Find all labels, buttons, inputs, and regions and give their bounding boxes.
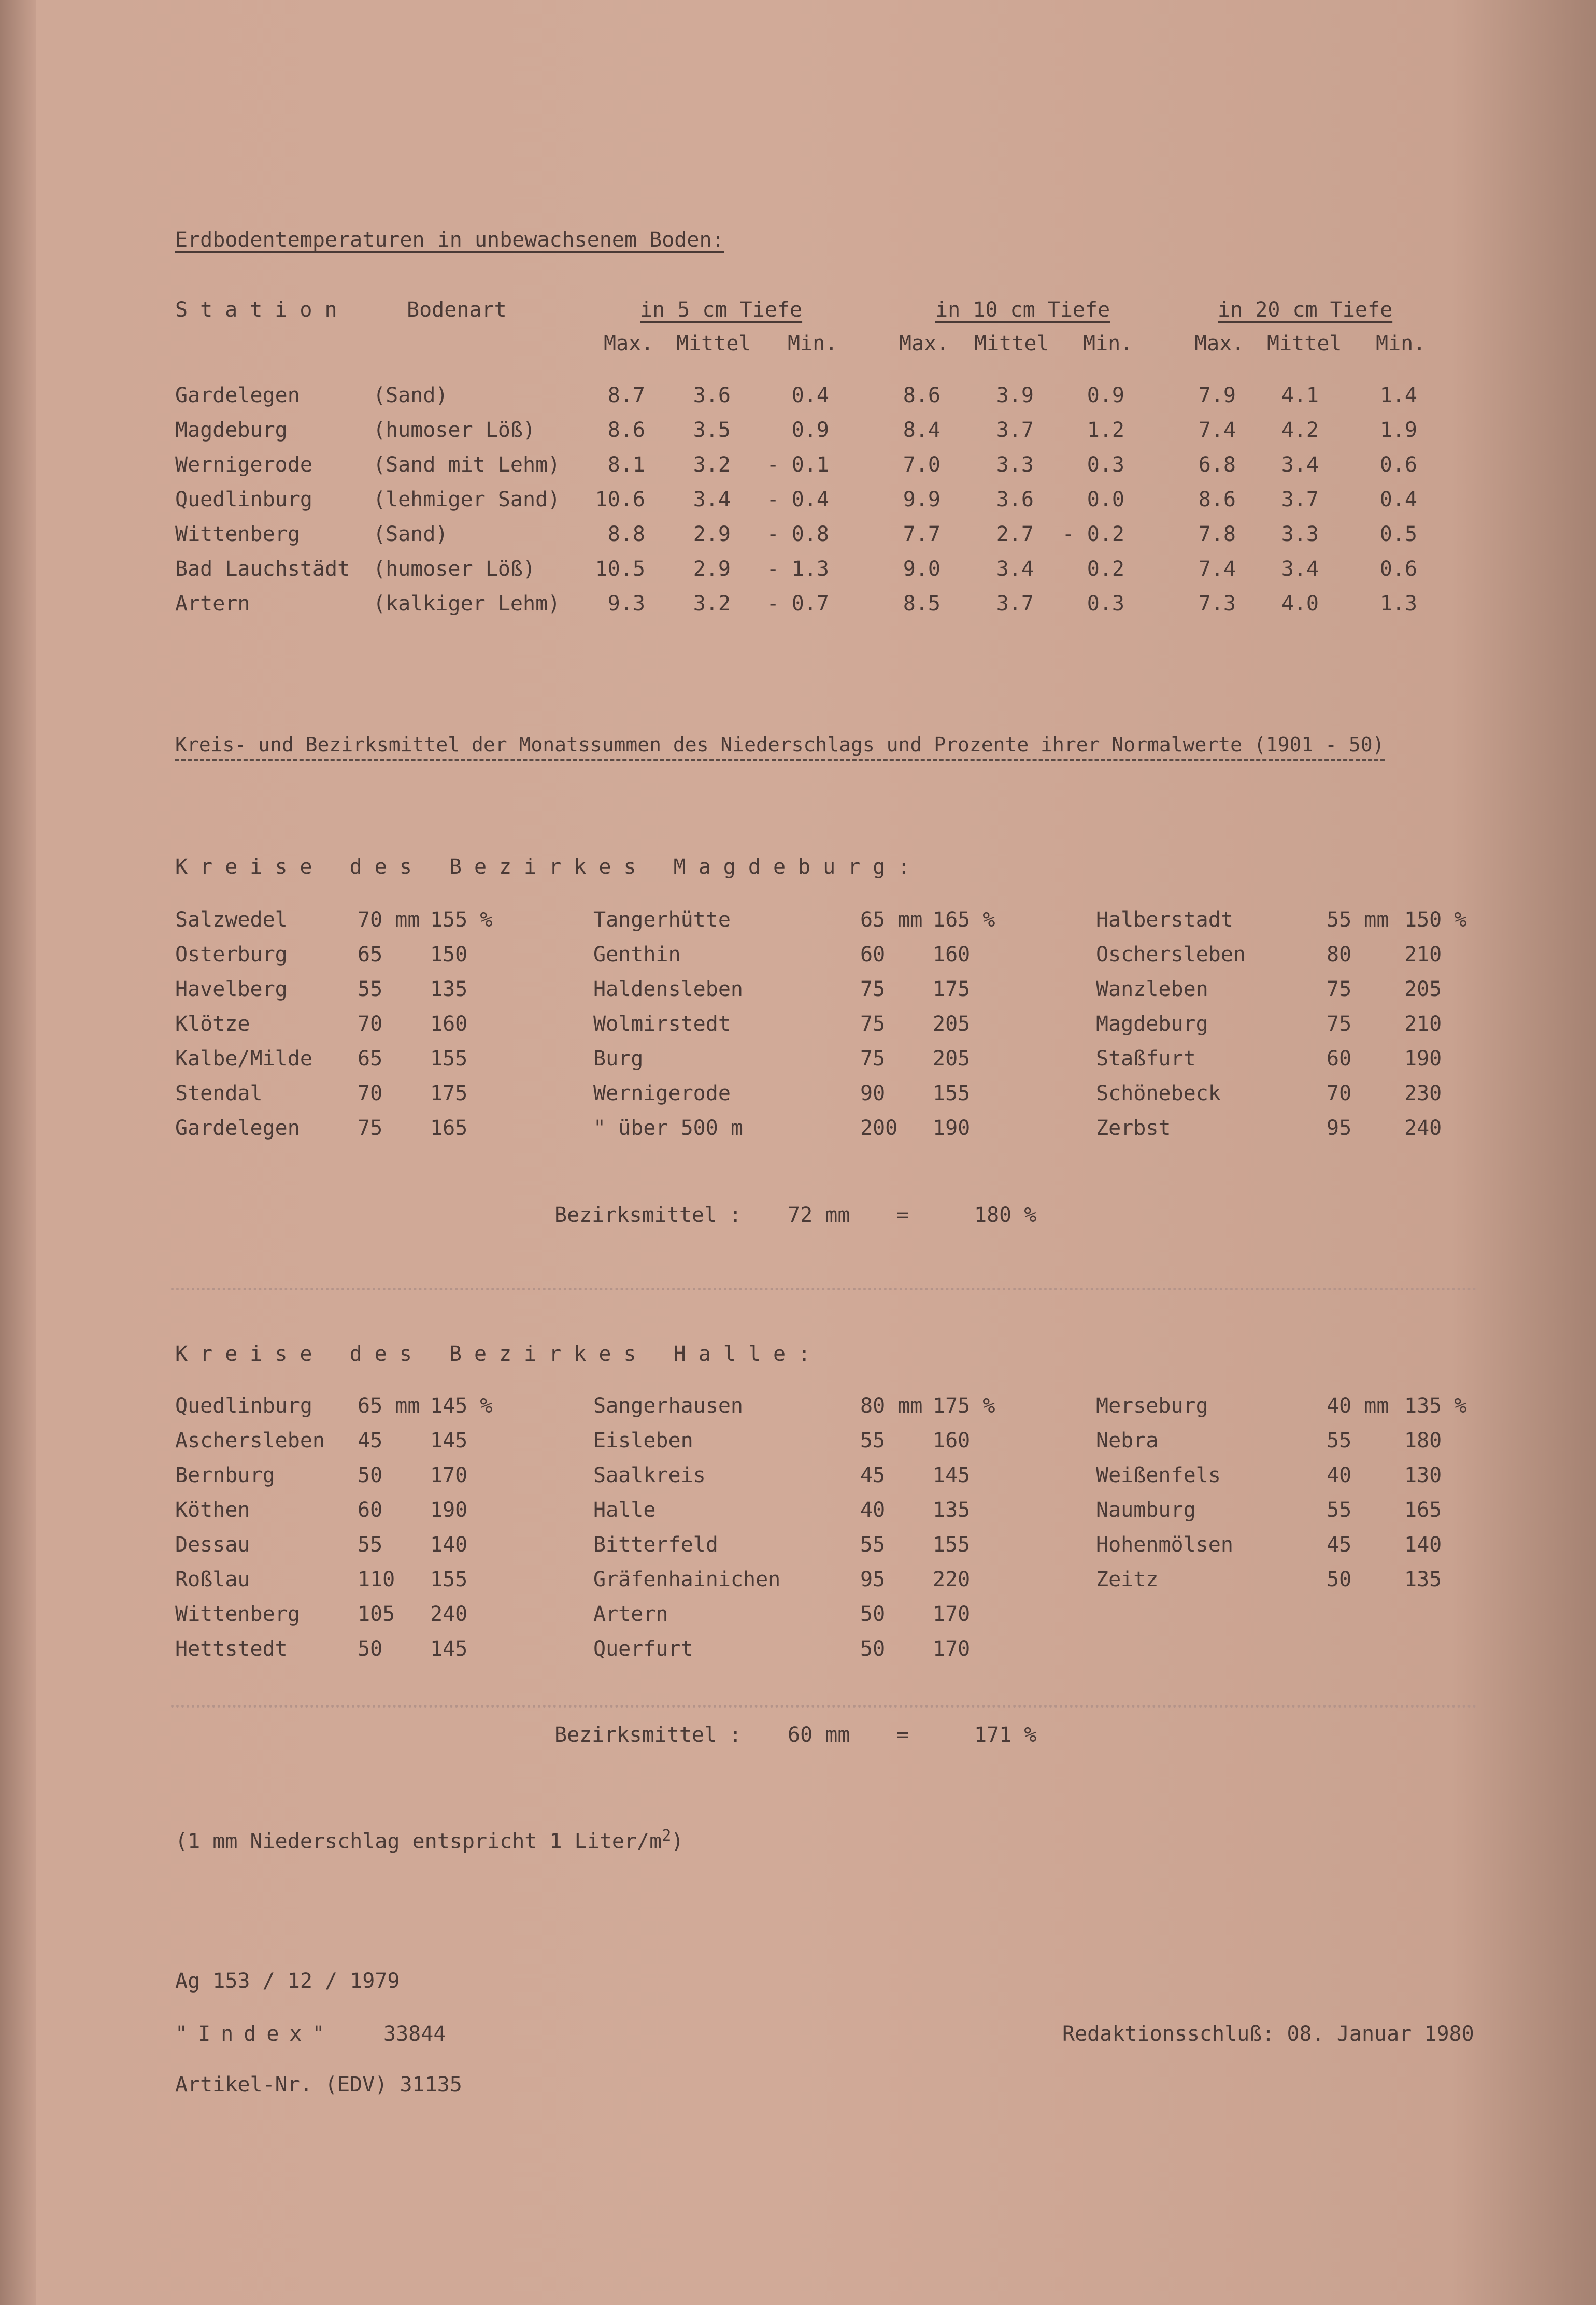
soil-row-value: - 0.2	[1062, 522, 1124, 546]
header-depth-5: in 5 cm Tiefe	[640, 298, 803, 322]
magdeburg-col3-name: Magdeburg	[1096, 1012, 1208, 1036]
soil-row-value: 7.0	[903, 453, 940, 477]
halle-col1-pct: 140	[430, 1533, 468, 1557]
soil-row-value: 3.4	[693, 488, 731, 511]
soil-row-value: 0.0	[1087, 488, 1124, 511]
soil-row-station: Wittenberg	[175, 522, 300, 546]
halle-col3-pct: 180	[1404, 1429, 1442, 1453]
magdeburg-col2-mm: 200	[860, 1116, 898, 1140]
soil-row-value: 3.7	[996, 418, 1034, 442]
halle-col1-mm: 65 mm	[358, 1394, 420, 1418]
halle-col2-name: Artern	[593, 1602, 668, 1626]
soil-row-value: 8.7	[607, 383, 645, 407]
halle-col2-mm: 95	[860, 1568, 886, 1591]
halle-mean-mm: 60 mm	[788, 1723, 850, 1747]
halle-col2-pct: 175 %	[933, 1394, 995, 1418]
halle-mean-eq: =	[896, 1723, 909, 1747]
magdeburg-col3-name: Zerbst	[1096, 1116, 1171, 1140]
halle-col2-pct: 155	[933, 1533, 971, 1557]
magdeburg-col3-mm: 55 mm	[1327, 908, 1389, 932]
magdeburg-col1-pct: 150	[430, 943, 468, 966]
magdeburg-col2-name: Burg	[593, 1047, 644, 1071]
soil-row-station: Quedlinburg	[175, 488, 312, 511]
soil-row-value: 7.8	[1198, 522, 1236, 546]
magdeburg-col2-mm: 75	[860, 977, 886, 1001]
halle-heading: Kreise des Bezirkes Halle:	[175, 1342, 823, 1366]
header-mittel-5: Mittel	[676, 332, 751, 355]
magdeburg-col1-name: Stendal	[175, 1082, 263, 1105]
halle-col2-pct: 220	[933, 1568, 971, 1591]
halle-col2-name: Halle	[593, 1498, 656, 1522]
magdeburg-col3-name: Wanzleben	[1096, 977, 1208, 1001]
halle-col1-pct: 190	[430, 1498, 468, 1522]
soil-row-value: 3.3	[1281, 522, 1319, 546]
soil-row-value: 1.3	[1379, 592, 1417, 616]
magdeburg-col3-mm: 80	[1327, 943, 1352, 966]
halle-col2-mm: 40	[860, 1498, 886, 1522]
soil-row-value: 3.7	[1281, 488, 1319, 511]
soil-row-value: 7.3	[1198, 592, 1236, 616]
halle-col1-name: Roßlau	[175, 1568, 250, 1591]
halle-col2-mm: 45	[860, 1463, 886, 1487]
page-edge	[0, 0, 36, 2305]
magdeburg-col3-pct: 210	[1404, 1012, 1442, 1036]
magdeburg-col2-mm: 75	[860, 1047, 886, 1071]
magdeburg-col2-mm: 90	[860, 1082, 886, 1105]
unit-note-text: (1 mm Niederschlag entspricht 1 Liter/m	[175, 1829, 662, 1854]
halle-col2-mm: 80 mm	[860, 1394, 923, 1418]
magdeburg-col2-name: Haldensleben	[593, 977, 743, 1001]
halle-col1-mm: 50	[358, 1463, 383, 1487]
soil-row-value: 0.6	[1379, 557, 1417, 581]
dotted-separator-2	[171, 1705, 1477, 1708]
soil-row-value: 10.6	[595, 488, 645, 511]
halle-col3-mm: 50	[1327, 1568, 1352, 1591]
soil-row-bodenart: (Sand)	[373, 383, 448, 407]
halle-col1-pct: 240	[430, 1602, 468, 1626]
magdeburg-col2-name: Wolmirstedt	[593, 1012, 731, 1036]
soil-row-value: 4.0	[1281, 592, 1319, 616]
magdeburg-mean-pct: 180 %	[974, 1203, 1037, 1227]
soil-row-station: Gardelegen	[175, 383, 300, 407]
soil-row-bodenart: (humoser Löß)	[373, 557, 536, 581]
halle-col2-mm: 50	[860, 1637, 886, 1661]
soil-row-value: 0.6	[1379, 453, 1417, 477]
soil-row-value: 9.9	[903, 488, 940, 511]
halle-col1-pct: 145	[430, 1429, 468, 1453]
soil-title: Erdbodentemperaturen in unbewachsenem Boden:	[175, 228, 724, 252]
halle-col2-mm: 55	[860, 1533, 886, 1557]
magdeburg-col2-name: Tangerhütte	[593, 908, 731, 932]
halle-col3-name: Hohenmölsen	[1096, 1533, 1233, 1557]
soil-row-value: 0.3	[1087, 453, 1124, 477]
magdeburg-col2-name: Genthin	[593, 943, 681, 966]
halle-col1-mm: 60	[358, 1498, 383, 1522]
magdeburg-col1-name: Havelberg	[175, 977, 288, 1001]
magdeburg-col3-pct: 150 %	[1404, 908, 1467, 932]
halle-col2-pct: 145	[933, 1463, 971, 1487]
magdeburg-col1-mm: 75	[358, 1116, 383, 1140]
soil-row-value: 3.4	[996, 557, 1034, 581]
halle-col1-pct: 155	[430, 1568, 468, 1591]
magdeburg-col2-mm: 65 mm	[860, 908, 923, 932]
soil-row-value: 7.9	[1198, 383, 1236, 407]
magdeburg-col1-name: Salzwedel	[175, 908, 288, 932]
header-depth-10: in 10 cm Tiefe	[935, 298, 1110, 322]
halle-col3-mm: 40 mm	[1327, 1394, 1389, 1418]
soil-row-value: - 1.3	[766, 557, 829, 581]
halle-mean-label: Bezirksmittel :	[554, 1723, 742, 1747]
magdeburg-col3-mm: 75	[1327, 1012, 1352, 1036]
halle-col2-pct: 170	[933, 1602, 971, 1626]
magdeburg-col3-pct: 190	[1404, 1047, 1442, 1071]
magdeburg-col1-mm: 70	[358, 1012, 383, 1036]
footer-index-number: 33844	[383, 2022, 446, 2046]
header-min-20: Min.	[1376, 332, 1426, 355]
soil-row-value: 3.9	[996, 383, 1034, 407]
halle-col1-name: Bernburg	[175, 1463, 275, 1487]
soil-row-station: Bad Lauchstädt	[175, 557, 350, 581]
soil-row-value: 0.4	[1379, 488, 1417, 511]
soil-row-value: 3.7	[996, 592, 1034, 616]
halle-col3-pct: 130	[1404, 1463, 1442, 1487]
soil-row-value: 6.8	[1198, 453, 1236, 477]
magdeburg-col1-mm: 55	[358, 977, 383, 1001]
magdeburg-col2-mm: 75	[860, 1012, 886, 1036]
footer-ag: Ag 153 / 12 / 1979	[175, 1969, 400, 1993]
magdeburg-col1-pct: 175	[430, 1082, 468, 1105]
dotted-separator	[171, 1288, 1477, 1290]
soil-row-value: 8.8	[607, 522, 645, 546]
magdeburg-col1-pct: 160	[430, 1012, 468, 1036]
magdeburg-heading: Kreise des Bezirkes Magdeburg:	[175, 855, 923, 879]
magdeburg-col3-name: Schönebeck	[1096, 1082, 1221, 1105]
soil-row-value: 1.4	[1379, 383, 1417, 407]
soil-row-value: 4.1	[1281, 383, 1319, 407]
magdeburg-col2-name: " über 500 m	[593, 1116, 743, 1140]
soil-row-bodenart: (lehmiger Sand)	[373, 488, 561, 511]
magdeburg-col2-pct: 205	[933, 1012, 971, 1036]
halle-col2-name: Gräfenhainichen	[593, 1568, 781, 1591]
magdeburg-col1-name: Kalbe/Milde	[175, 1047, 312, 1071]
soil-row-value: 4.2	[1281, 418, 1319, 442]
halle-col1-name: Aschersleben	[175, 1429, 325, 1453]
magdeburg-col2-pct: 165 %	[933, 908, 995, 932]
magdeburg-col1-mm: 65	[358, 943, 383, 966]
magdeburg-col3-pct: 205	[1404, 977, 1442, 1001]
halle-col2-name: Saalkreis	[593, 1463, 706, 1487]
halle-col3-name: Zeitz	[1096, 1568, 1159, 1591]
halle-col3-mm: 40	[1327, 1463, 1352, 1487]
soil-row-bodenart: (humoser Löß)	[373, 418, 536, 442]
soil-row-value: 0.9	[791, 418, 829, 442]
magdeburg-col1-pct: 155	[430, 1047, 468, 1071]
header-mittel-20: Mittel	[1267, 332, 1342, 355]
soil-row-value: 3.4	[1281, 453, 1319, 477]
soil-row-value: 2.9	[693, 557, 731, 581]
magdeburg-col2-pct: 175	[933, 977, 971, 1001]
soil-row-value: 3.6	[996, 488, 1034, 511]
soil-row-value: 0.2	[1087, 557, 1124, 581]
halle-col2-name: Bitterfeld	[593, 1533, 718, 1557]
soil-row-value: 2.7	[996, 522, 1034, 546]
soil-row-value: 1.2	[1087, 418, 1124, 442]
halle-col3-pct: 165	[1404, 1498, 1442, 1522]
halle-col1-pct: 145	[430, 1637, 468, 1661]
halle-col1-mm: 45	[358, 1429, 383, 1453]
soil-row-bodenart: (kalkiger Lehm)	[373, 592, 561, 616]
soil-row-station: Artern	[175, 592, 250, 616]
precip-title: Kreis- und Bezirksmittel der Monatssummen des Niederschlags und Prozente ihrer Normalwerte (1901 - 50)	[175, 733, 1385, 761]
unit-note	[175, 1827, 683, 1853]
halle-col1-pct: 170	[430, 1463, 468, 1487]
magdeburg-col2-pct: 190	[933, 1116, 971, 1140]
soil-row-value: 0.3	[1087, 592, 1124, 616]
halle-col2-mm: 50	[860, 1602, 886, 1626]
magdeburg-col3-mm: 60	[1327, 1047, 1352, 1071]
soil-row-value: 8.6	[1198, 488, 1236, 511]
magdeburg-col2-pct: 155	[933, 1082, 971, 1105]
header-min-5: Min.	[788, 332, 838, 355]
halle-col1-mm: 105	[358, 1602, 395, 1626]
soil-row-value: 8.1	[607, 453, 645, 477]
soil-row-value: 3.6	[693, 383, 731, 407]
halle-col3-name: Merseburg	[1096, 1394, 1208, 1418]
magdeburg-mean-eq: =	[896, 1203, 909, 1227]
halle-col2-pct: 135	[933, 1498, 971, 1522]
magdeburg-mean-label: Bezirksmittel :	[554, 1203, 742, 1227]
halle-col1-name: Dessau	[175, 1533, 250, 1557]
halle-col3-pct: 140	[1404, 1533, 1442, 1557]
header-mittel-10: Mittel	[974, 332, 1049, 355]
soil-row-value: 10.5	[595, 557, 645, 581]
magdeburg-col3-name: Oschersleben	[1096, 943, 1246, 966]
soil-row-value: 3.3	[996, 453, 1034, 477]
halle-col3-mm: 45	[1327, 1533, 1352, 1557]
soil-row-value: 3.2	[693, 453, 731, 477]
header-max-20: Max.	[1194, 332, 1245, 355]
magdeburg-col1-pct: 155 %	[430, 908, 493, 932]
soil-row-value: 0.4	[791, 383, 829, 407]
soil-row-value: 7.4	[1198, 557, 1236, 581]
magdeburg-col2-name: Wernigerode	[593, 1082, 731, 1105]
soil-row-value: 0.5	[1379, 522, 1417, 546]
halle-col1-pct: 145 %	[430, 1394, 493, 1418]
soil-row-value: 7.7	[903, 522, 940, 546]
soil-row-value: 8.6	[607, 418, 645, 442]
halle-col2-name: Querfurt	[593, 1637, 693, 1661]
soil-row-value: 9.3	[607, 592, 645, 616]
magdeburg-mean-mm: 72 mm	[788, 1203, 850, 1227]
soil-row-value: - 0.7	[766, 592, 829, 616]
halle-col3-pct: 135 %	[1404, 1394, 1467, 1418]
halle-col1-mm: 110	[358, 1568, 395, 1591]
header-min-10: Min.	[1083, 332, 1133, 355]
soil-row-station: Wernigerode	[175, 453, 312, 477]
soil-row-bodenart: (Sand mit Lehm)	[373, 453, 561, 477]
magdeburg-col1-name: Klötze	[175, 1012, 250, 1036]
magdeburg-col3-pct: 240	[1404, 1116, 1442, 1140]
header-station: Station	[175, 298, 350, 322]
soil-row-value: 8.6	[903, 383, 940, 407]
soil-row-value: 3.5	[693, 418, 731, 442]
magdeburg-col2-pct: 205	[933, 1047, 971, 1071]
magdeburg-col3-pct: 210	[1404, 943, 1442, 966]
soil-row-value: - 0.8	[766, 522, 829, 546]
halle-col1-name: Hettstedt	[175, 1637, 288, 1661]
halle-col2-mm: 55	[860, 1429, 886, 1453]
halle-col2-pct: 170	[933, 1637, 971, 1661]
halle-mean-pct: 171 %	[974, 1723, 1037, 1747]
soil-row-value: - 0.4	[766, 488, 829, 511]
soil-row-value: - 0.1	[766, 453, 829, 477]
halle-col3-name: Nebra	[1096, 1429, 1159, 1453]
magdeburg-col3-mm: 70	[1327, 1082, 1352, 1105]
header-bodenart: Bodenart	[407, 298, 507, 322]
magdeburg-col1-mm: 70	[358, 1082, 383, 1105]
halle-col3-name: Naumburg	[1096, 1498, 1196, 1522]
magdeburg-col1-pct: 165	[430, 1116, 468, 1140]
soil-row-value: 9.0	[903, 557, 940, 581]
magdeburg-col1-mm: 70 mm	[358, 908, 420, 932]
magdeburg-col3-name: Halberstadt	[1096, 908, 1233, 932]
halle-col3-mm: 55	[1327, 1429, 1352, 1453]
halle-col2-pct: 160	[933, 1429, 971, 1453]
header-depth-20: in 20 cm Tiefe	[1218, 298, 1393, 322]
halle-col3-mm: 55	[1327, 1498, 1352, 1522]
halle-col1-name: Quedlinburg	[175, 1394, 312, 1418]
magdeburg-col1-mm: 65	[358, 1047, 383, 1071]
soil-row-value: 1.9	[1379, 418, 1417, 442]
magdeburg-col3-mm: 75	[1327, 977, 1352, 1001]
magdeburg-col2-mm: 60	[860, 943, 886, 966]
halle-col1-mm: 50	[358, 1637, 383, 1661]
magdeburg-col3-name: Staßfurt	[1096, 1047, 1196, 1071]
unit-note-end: )	[671, 1829, 684, 1854]
soil-row-value: 7.4	[1198, 418, 1236, 442]
magdeburg-col2-pct: 160	[933, 943, 971, 966]
footer-artikel: Artikel-Nr. (EDV) 31135	[175, 2073, 462, 2097]
unit-note-superscript: 2	[662, 1827, 672, 1845]
halle-col3-name: Weißenfels	[1096, 1463, 1221, 1487]
soil-row-value: 3.2	[693, 592, 731, 616]
header-max-10: Max.	[899, 332, 949, 355]
header-max-5: Max.	[604, 332, 654, 355]
halle-col3-pct: 135	[1404, 1568, 1442, 1591]
halle-col2-name: Sangerhausen	[593, 1394, 743, 1418]
halle-col1-name: Wittenberg	[175, 1602, 300, 1626]
halle-col1-name: Köthen	[175, 1498, 250, 1522]
footer-redaktion: Redaktionsschluß: 08. Januar 1980	[1062, 2022, 1474, 2046]
footer-index-label: "Index"	[175, 2022, 335, 2046]
soil-row-value: 0.9	[1087, 383, 1124, 407]
magdeburg-col1-pct: 135	[430, 977, 468, 1001]
soil-row-bodenart: (Sand)	[373, 522, 448, 546]
soil-row-value: 2.9	[693, 522, 731, 546]
soil-row-value: 8.4	[903, 418, 940, 442]
soil-row-value: 8.5	[903, 592, 940, 616]
magdeburg-col1-name: Osterburg	[175, 943, 288, 966]
soil-row-value: 3.4	[1281, 557, 1319, 581]
magdeburg-col3-pct: 230	[1404, 1082, 1442, 1105]
soil-row-station: Magdeburg	[175, 418, 288, 442]
magdeburg-col1-name: Gardelegen	[175, 1116, 300, 1140]
halle-col1-mm: 55	[358, 1533, 383, 1557]
halle-col2-name: Eisleben	[593, 1429, 693, 1453]
magdeburg-col3-mm: 95	[1327, 1116, 1352, 1140]
